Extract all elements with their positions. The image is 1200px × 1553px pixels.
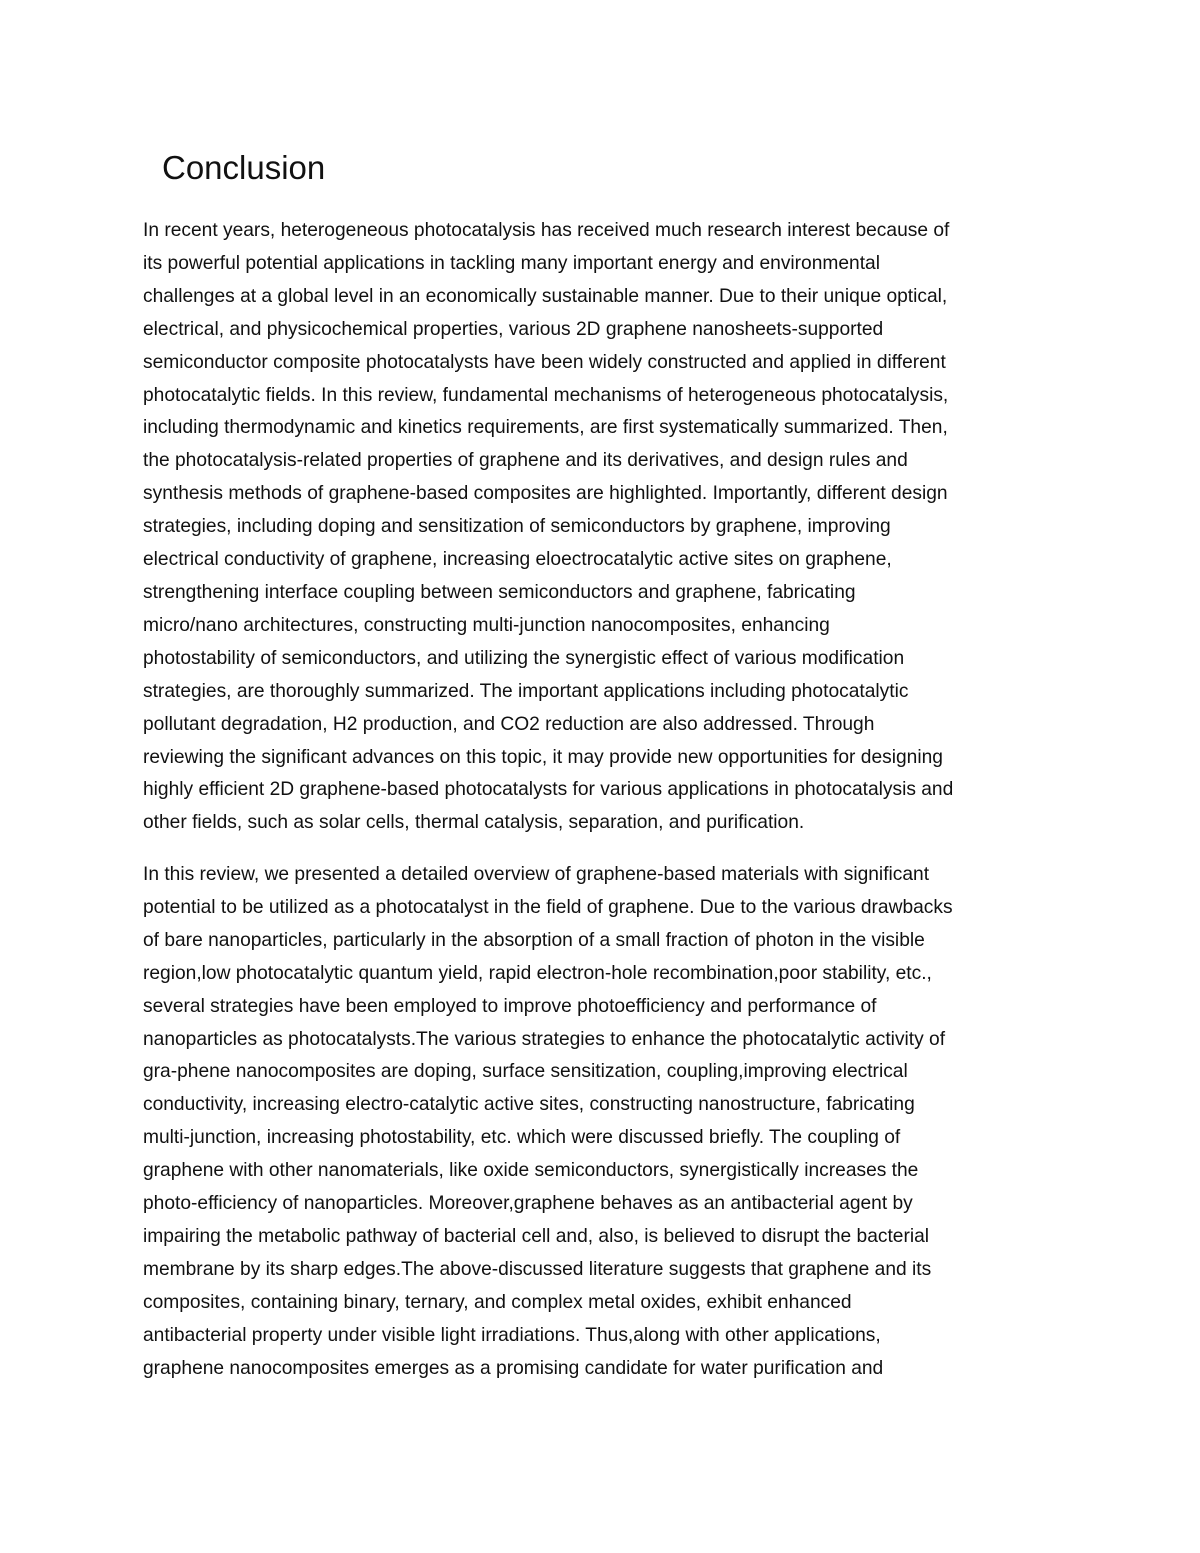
- paragraph-line: composites, containing binary, ternary, and complex metal oxides, exhibit enhanced: [143, 1291, 852, 1313]
- paragraph-line: membrane by its sharp edges.The above-discussed literature suggests that graphene and its: [143, 1258, 932, 1280]
- paragraph-line: reviewing the significant advances on this topic, it may provide new opportunities for designing: [143, 746, 943, 768]
- paragraph-line: In this review, we presented a detailed overview of graphene-based materials with significant: [143, 864, 930, 885]
- paragraph-line: impairing the metabolic pathway of bacterial cell and, also, is believed to disrupt the bacterial: [143, 1225, 930, 1247]
- paragraph-line: highly efficient 2D graphene-based photocatalysts for various applications in photocatalysis and: [143, 779, 954, 801]
- paragraph-line: gra-phene nanocomposites are doping, surface sensitization, coupling,improving electrical: [143, 1061, 908, 1083]
- paragraph-line: its powerful potential applications in tackling many important energy and environmental: [143, 252, 880, 274]
- paragraph-line: the photocatalysis-related properties of graphene and its derivatives, and design rules and: [143, 450, 908, 472]
- section-heading: Conclusion: [162, 149, 326, 186]
- paragraph-1: [143, 215, 953, 840]
- paragraph-line: graphene nanocomposites emerges as a promising candidate for water purification and: [143, 1357, 884, 1379]
- paragraph-line: strategies, including doping and sensitization of semiconductors by graphene, improving: [143, 516, 891, 538]
- paragraph-line: micro/nano architectures, constructing multi-junction nanocomposites, enhancing: [143, 614, 830, 636]
- paragraph-line: In recent years, heterogeneous photocatalysis has received much research interest because of: [143, 220, 950, 241]
- paragraph-line: several strategies have been employed to improve photoefficiency and performance of: [143, 995, 877, 1017]
- paragraph-line: photostability of semiconductors, and utilizing the synergistic effect of various modification: [143, 647, 905, 669]
- paragraph-line: region,low photocatalytic quantum yield, rapid electron-hole recombination,poor stability, etc.,: [143, 962, 932, 984]
- paragraph-line: strategies, are thoroughly summarized. The important applications including photocatalytic: [143, 680, 909, 702]
- paragraph-line: including thermodynamic and kinetics requirements, are first systematically summarized. Then,: [143, 417, 948, 439]
- paragraph-line: other fields, such as solar cells, thermal catalysis, separation, and purification.: [143, 812, 805, 834]
- paragraph-line: of bare nanoparticles, particularly in the absorption of a small fraction of photon in the visible: [143, 929, 925, 951]
- paragraph-line: pollutant degradation, H2 production, and CO2 reduction are also addressed. Through: [143, 713, 875, 735]
- paragraph-line: graphene with other nanomaterials, like oxide semiconductors, synergistically increases the: [143, 1160, 919, 1182]
- paragraph-line: multi-junction, increasing photostability, etc. which were discussed briefly. The coupling of: [143, 1127, 901, 1149]
- paragraph-line: semiconductor composite photocatalysts have been widely constructed and applied in different: [143, 351, 946, 373]
- paragraph-line: strengthening interface coupling between semiconductors and graphene, fabricating: [143, 581, 856, 603]
- paragraph-line: electrical, and physicochemical properties, various 2D graphene nanosheets-supported: [143, 318, 884, 340]
- paragraph-2: [143, 859, 953, 1386]
- paragraph-line: antibacterial property under visible light irradiations. Thus,along with other applications,: [143, 1324, 881, 1346]
- paragraph-line: nanoparticles as photocatalysts.The various strategies to enhance the photocatalytic activity of: [143, 1028, 946, 1050]
- paragraph-line: electrical conductivity of graphene, increasing eloectrocatalytic active sites on graphene,: [143, 549, 892, 571]
- paragraph-line: conductivity, increasing electro-catalytic active sites, constructing nanostructure, fabricating: [143, 1094, 915, 1116]
- paragraph-line: synthesis methods of graphene-based composites are highlighted. Importantly, different design: [143, 483, 948, 505]
- paragraph-line: photo-efficiency of nanoparticles. Moreover,graphene behaves as an antibacterial agent by: [143, 1193, 913, 1215]
- paragraph-line: photocatalytic fields. In this review, fundamental mechanisms of heterogeneous photocatalysis,: [143, 384, 949, 406]
- paragraph-line: challenges at a global level in an economically sustainable manner. Due to their unique optical,: [143, 285, 948, 307]
- paragraph-line: potential to be utilized as a photocatalyst in the field of graphene. Due to the various drawbacks: [143, 896, 953, 918]
